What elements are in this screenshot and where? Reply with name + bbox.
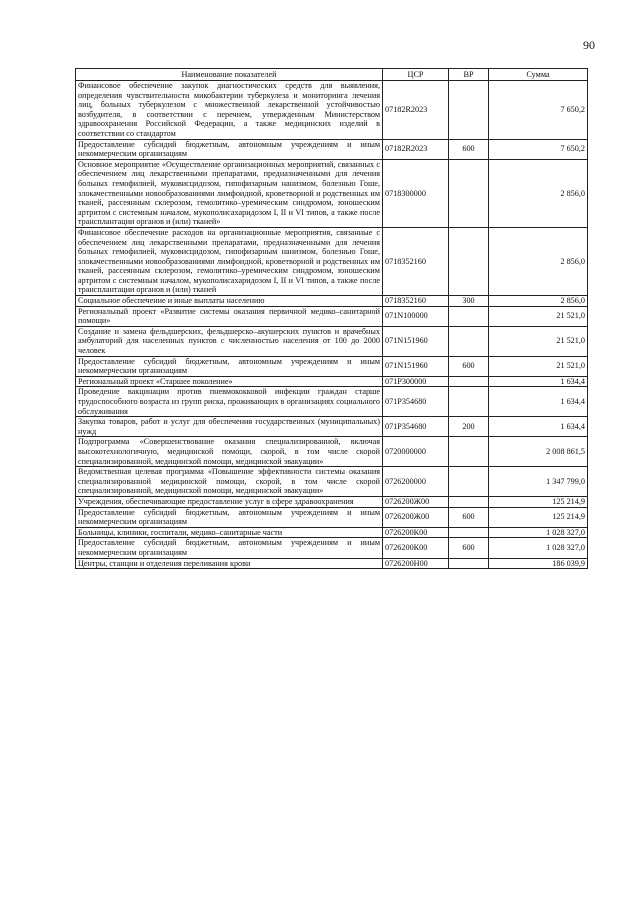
table-row: [76, 387, 588, 417]
table-row: [76, 227, 588, 295]
cell-sum: 21 521,0: [489, 356, 588, 376]
cell-sum: 1 634,4: [489, 417, 588, 437]
cell-sum: 125 214,9: [489, 507, 588, 527]
cell-csr: 071P354680: [383, 387, 449, 417]
table-row: [76, 558, 588, 569]
table-row: [76, 417, 588, 437]
cell-name: Основное мероприятие «Осуществление организационных мероприятий, связанных с обеспечением лиц лекарственными препаратами, предназначенными для лечения больных гемофилией, муковисцидозом, гипофизарным нанизмом, болезнью Гоше, злокачественными новообразованиями лимфоидной, кроветворной и родственных им тканей, рассеянным склерозом, гемолитико–уремическим синдромом, юношеским артритом с системным началом, мукополисахаридозом I, II и VI типов, а также после трансплантации органов и (или) тканей»: [76, 159, 383, 227]
cell-vr: 600: [449, 507, 489, 527]
cell-sum: 2 008 861,5: [489, 437, 588, 467]
cell-name: Предоставление субсидий бюджетным, автономным учреждениям и иным некоммерческим организациям: [76, 538, 383, 558]
cell-name: Создание и замена фельдшерских, фельдшерско–акушерских пунктов и врачебных амбулаторий для населенных пунктов с численностью населения от 100 до 2000 человек: [76, 326, 383, 356]
cell-vr: [449, 81, 489, 140]
header-sum: Сумма: [489, 69, 588, 81]
cell-vr: [449, 306, 489, 326]
cell-csr: 071N151960: [383, 356, 449, 376]
table-row: [76, 139, 588, 159]
cell-vr: [449, 527, 489, 538]
cell-csr: 071P300000: [383, 376, 449, 387]
cell-vr: [449, 467, 489, 497]
cell-name: Закупка товаров, работ и услуг для обеспечения государственных (муниципальных) нужд: [76, 417, 383, 437]
table-row: [76, 81, 588, 140]
table-row: [76, 538, 588, 558]
cell-csr: 0718352160: [383, 227, 449, 295]
cell-vr: [449, 376, 489, 387]
cell-sum: 7 650,2: [489, 139, 588, 159]
cell-name: Ведомственная целевая программа «Повышение эффективности системы оказания специализированной медицинской помощи, скорой, в том числе скорой специализированной, медицинской помощи, медицинской эвакуации»: [76, 467, 383, 497]
cell-sum: 125 214,9: [489, 496, 588, 507]
table-row: [76, 527, 588, 538]
cell-sum: 2 856,0: [489, 296, 588, 307]
table-row: [76, 437, 588, 467]
cell-csr: 0726200К00: [383, 538, 449, 558]
cell-csr: 071N151960: [383, 326, 449, 356]
cell-name: Региональный проект «Развитие системы оказания первичной медико–санитарной помощи»: [76, 306, 383, 326]
cell-sum: 1 028 327,0: [489, 538, 588, 558]
cell-csr: 0726200К00: [383, 527, 449, 538]
cell-sum: 21 521,0: [489, 306, 588, 326]
cell-sum: 1 347 799,0: [489, 467, 588, 497]
cell-name: Предоставление субсидий бюджетным, автономным учреждениям и иным некоммерческим организациям: [76, 356, 383, 376]
cell-csr: 0726200000: [383, 467, 449, 497]
cell-name: Финансовое обеспечение закупок диагностических средств для выявления, определения чувствительности микобактерии туберкулеза и мониторинга лечения лиц, больных туберкулезом с множественной лекарственной устойчивостью возбудителя, в соответствии с перечнем, утвержденным Министерством здравоохранения Российской Федерации, а также медицинских изделий в соответствии со стандартом: [76, 81, 383, 140]
cell-csr: 0718352160: [383, 296, 449, 307]
cell-vr: [449, 496, 489, 507]
table-row: [76, 356, 588, 376]
cell-csr: 0726200Ж00: [383, 496, 449, 507]
cell-csr: 0726200Н00: [383, 558, 449, 569]
cell-sum: 2 856,0: [489, 227, 588, 295]
budget-table: [75, 68, 588, 569]
cell-vr: 600: [449, 538, 489, 558]
table-header-row: [76, 69, 588, 81]
cell-vr: [449, 227, 489, 295]
cell-name: Предоставление субсидий бюджетным, автономным учреждениям и иным некоммерческим организациям: [76, 139, 383, 159]
cell-sum: 186 039,9: [489, 558, 588, 569]
cell-vr: [449, 326, 489, 356]
cell-name: Проведение вакцинации против пневмококковой инфекции граждан старше трудоспособного возраста из групп риска, проживающих в организациях социального обслуживания: [76, 387, 383, 417]
cell-csr: 071N100000: [383, 306, 449, 326]
cell-vr: 300: [449, 296, 489, 307]
cell-csr: 0720000000: [383, 437, 449, 467]
cell-sum: 2 856,0: [489, 159, 588, 227]
table-row: [76, 496, 588, 507]
cell-name: Социальное обеспечение и иные выплаты населению: [76, 296, 383, 307]
cell-name: Региональный проект «Старшее поколение»: [76, 376, 383, 387]
table-row: [76, 306, 588, 326]
cell-csr: 07182R2023: [383, 81, 449, 140]
cell-csr: 0726200Ж00: [383, 507, 449, 527]
cell-vr: 200: [449, 417, 489, 437]
table-row: [76, 296, 588, 307]
table-row: [76, 467, 588, 497]
cell-vr: [449, 558, 489, 569]
table-row: [76, 326, 588, 356]
cell-vr: [449, 437, 489, 467]
table-row: [76, 376, 588, 387]
cell-name: Предоставление субсидий бюджетным, автономным учреждениям и иным некоммерческим организациям: [76, 507, 383, 527]
header-name: Наименование показателей: [76, 69, 383, 81]
cell-csr: 0718300000: [383, 159, 449, 227]
cell-vr: 600: [449, 356, 489, 376]
header-vr: ВР: [449, 69, 489, 81]
cell-sum: 21 521,0: [489, 326, 588, 356]
cell-vr: 600: [449, 139, 489, 159]
cell-sum: 1 634,4: [489, 387, 588, 417]
page-number: 90: [583, 38, 595, 52]
cell-sum: 1 028 327,0: [489, 527, 588, 538]
cell-sum: 1 634,4: [489, 376, 588, 387]
cell-csr: 07182R2023: [383, 139, 449, 159]
header-csr: ЦСР: [383, 69, 449, 81]
cell-name: Финансовое обеспечение расходов на организационные мероприятия, связанные с обеспечением лиц лекарственными препаратами, предназначенными для лечения больных гемофилией, муковисцидозом, гипофизарным нанизмом, болезнью Гоше, злокачественными новообразованиями лимфоидной, кроветворной и родственных им тканей, рассеянным склерозом, гемолитико–уремическим синдромом, юношеским артритом с системным началом, мукополисахаридозом I, II и VI типов, а также после трансплантации органов и (или) тканей: [76, 227, 383, 295]
cell-csr: 071P354680: [383, 417, 449, 437]
cell-sum: 7 650,2: [489, 81, 588, 140]
cell-name: Подпрограмма «Совершенствование оказания специализированной, включая высокотехнологичную, медицинской помощи, скорой, в том числе скорой специализированной, медицинской помощи, медицинской эвакуации»: [76, 437, 383, 467]
cell-name: Больницы, клиники, госпитали, медико–санитарные части: [76, 527, 383, 538]
cell-name: Учреждения, обеспечивающие предоставление услуг в сфере здравоохранения: [76, 496, 383, 507]
cell-vr: [449, 159, 489, 227]
table-row: [76, 159, 588, 227]
cell-vr: [449, 387, 489, 417]
table-row: [76, 507, 588, 527]
cell-name: Центры, станции и отделения переливания крови: [76, 558, 383, 569]
